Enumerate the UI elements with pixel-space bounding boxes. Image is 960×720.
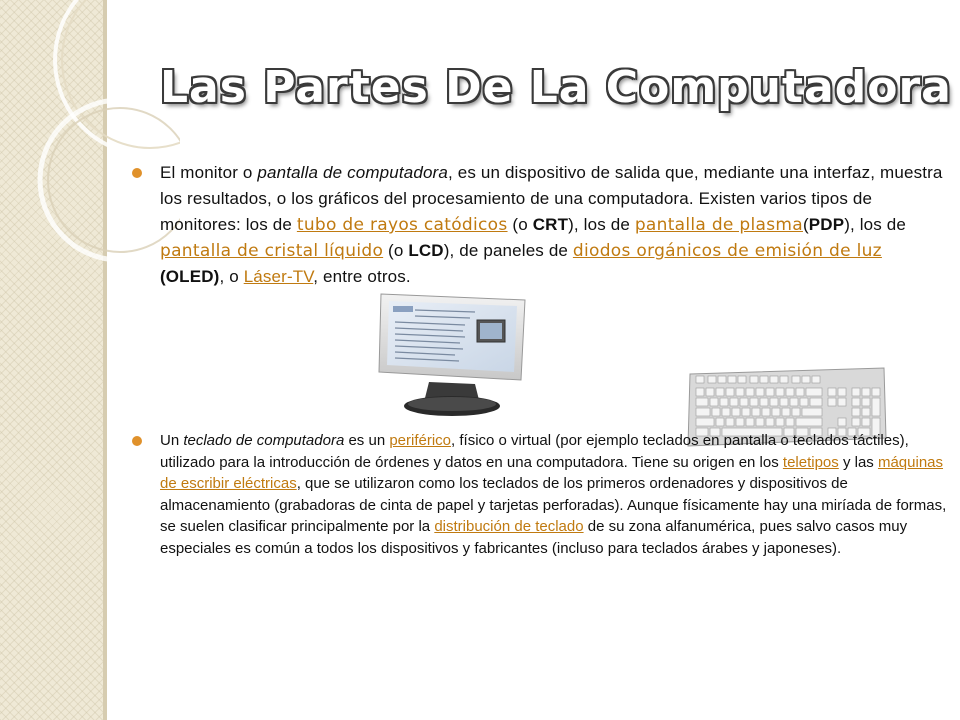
link-tubo-rayos-catodicos[interactable]: tubo de rayos catódicos bbox=[296, 215, 508, 235]
acronym-oled: (OLED) bbox=[160, 267, 220, 286]
text: , físico o virtual (por ejemplo teclados en pantalla o teclados táctiles), utilizado para la introducción de órdenes y datos en una computadora. Tiene su origen en los bbox=[160, 432, 909, 471]
text: de su zona alfanumérica, pues salvo casos muy especiales es común a todos los dispositivos y fabricantes (incluso para teclados árabes y japoneses). bbox=[160, 518, 908, 557]
text: , o bbox=[219, 267, 244, 286]
text: ( bbox=[802, 215, 809, 234]
text: , que se utilizaron como los teclados de los primeros ordenadores y dispositivos de almacenamiento (grabadoras de cinta de papel y tarjetas perforadas). Aunque físicamente hay una miríada de formas, se suelen clasificar principalmente por la bbox=[160, 475, 947, 535]
link-cristal-liquido[interactable]: pantalla de cristal líquido bbox=[160, 241, 384, 261]
text: ), los de bbox=[568, 215, 635, 234]
text: El monitor o bbox=[160, 163, 258, 182]
text: Un bbox=[160, 432, 184, 449]
term-pantalla: pantalla de computadora bbox=[257, 163, 448, 182]
link-teletipos[interactable]: teletipos bbox=[782, 453, 839, 471]
text: (o bbox=[507, 215, 533, 234]
link-laser-tv[interactable]: Láser-TV bbox=[243, 267, 314, 286]
bullet-marker-1 bbox=[132, 168, 142, 178]
bullet-marker-2 bbox=[132, 436, 142, 446]
text: ), de paneles de bbox=[443, 241, 573, 260]
text: ), los de bbox=[844, 215, 907, 234]
link-diodos-organicos[interactable]: diodos orgánicos de emisión de luz bbox=[572, 241, 882, 261]
acronym-crt: CRT bbox=[532, 215, 569, 234]
text: es un bbox=[344, 432, 390, 449]
text: , es un dispositivo de salida que, mediante una interfaz, muestra los resultados, o los gráficos del procesamiento de una computadora. Existen varios tipos de monitores: los de bbox=[160, 163, 943, 234]
text: (o bbox=[383, 241, 409, 260]
term-teclado: teclado de computadora bbox=[183, 432, 345, 449]
link-maquinas-escribir-electricas[interactable]: máquinas de escribir eléctricas bbox=[160, 453, 944, 492]
text: , entre otros. bbox=[313, 267, 411, 286]
monitor-image bbox=[375, 292, 527, 422]
text: y las bbox=[838, 453, 878, 471]
link-distribucion-teclado[interactable]: distribución de teclado bbox=[434, 518, 584, 535]
keyboard-paragraph bbox=[160, 430, 950, 559]
link-periferico[interactable]: periférico bbox=[389, 432, 452, 449]
acronym-lcd: LCD bbox=[408, 241, 444, 260]
acronym-pdp: PDP bbox=[808, 215, 845, 234]
decorative-circles bbox=[0, 0, 180, 720]
monitor-paragraph bbox=[160, 160, 950, 290]
link-pantalla-plasma[interactable]: pantalla de plasma bbox=[634, 215, 803, 235]
slide-title: Las Partes De La Computadora bbox=[160, 62, 952, 113]
